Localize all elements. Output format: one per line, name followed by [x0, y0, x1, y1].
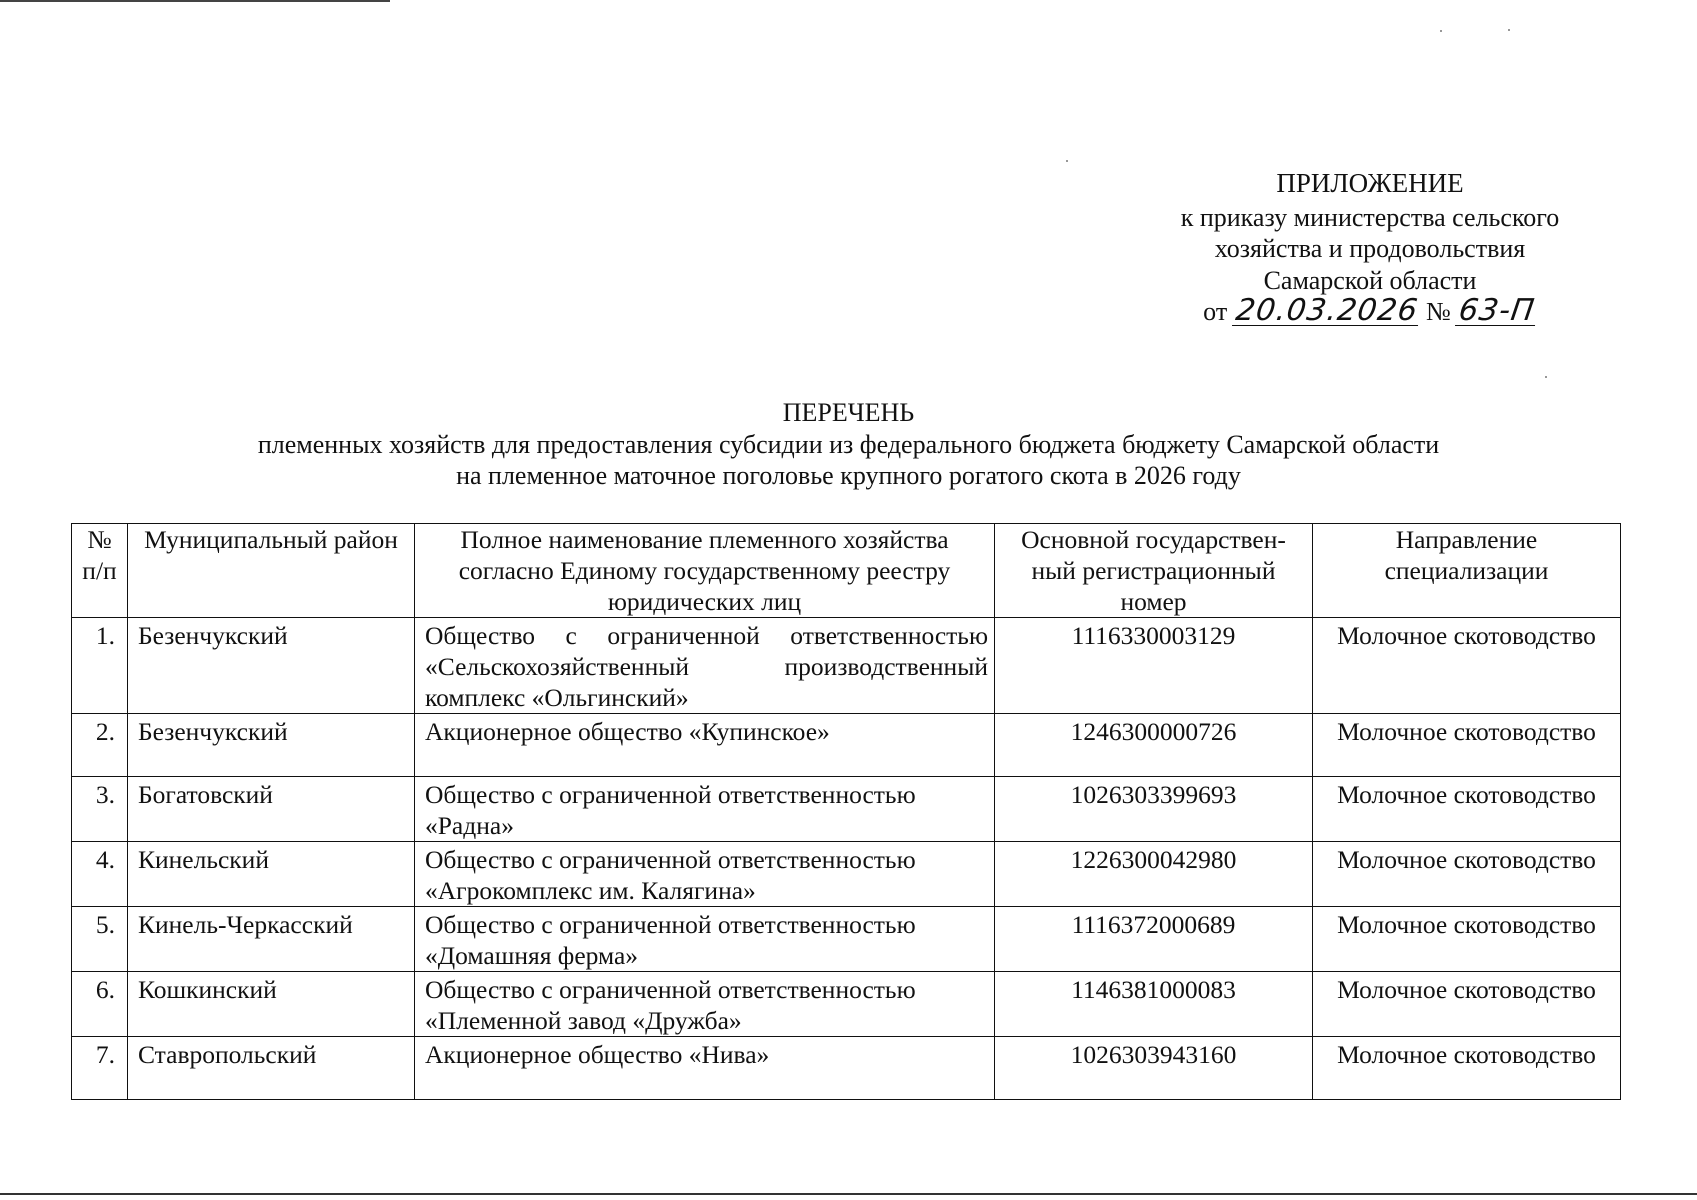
table-row	[72, 842, 1621, 907]
scan-edge-bottom	[0, 1193, 1697, 1195]
row-ogrn: 1116372000689	[995, 907, 1313, 972]
approval-line-2: хозяйства и продовольствия	[1214, 234, 1526, 263]
row-name: Общество с ограниченной ответственностью «Агрокомплекс им. Калягина»	[415, 842, 995, 907]
row-spec: Молочное скотоводство	[1313, 714, 1621, 777]
row-spec: Молочное скотоводство	[1313, 1037, 1621, 1100]
row-num: 6.	[72, 972, 128, 1037]
table-row	[72, 907, 1621, 972]
row-ogrn: 1026303943160	[995, 1037, 1313, 1100]
table-row	[72, 777, 1621, 842]
handwritten-date: 20.03.2026	[1233, 293, 1421, 328]
row-district: Кинельский	[128, 842, 415, 907]
row-ogrn: 1226300042980	[995, 842, 1313, 907]
approval-title: ПРИЛОЖЕНИЕ	[1276, 168, 1464, 198]
farms-table	[71, 523, 1621, 1100]
scan-edge-top	[0, 0, 390, 2]
from-label: от	[1203, 297, 1228, 326]
heading-line-1: племенных хозяйств для предоставления субсидии из федерального бюджета бюджету Самарской области	[257, 429, 1440, 459]
row-name: Общество с ограниченной ответственностью «Племенной завод «Дружба»	[415, 972, 995, 1037]
approval-line-1: к приказу министерства сельского	[1180, 202, 1560, 232]
scan-speck	[1508, 29, 1510, 31]
table-row	[72, 1037, 1621, 1100]
row-name: Акционерное общество «Нива»	[415, 1037, 995, 1100]
row-num: 1.	[72, 618, 128, 714]
scan-speck	[1545, 376, 1547, 378]
row-ogrn: 1026303399693	[995, 777, 1313, 842]
row-spec: Молочное скотоводство	[1313, 618, 1621, 714]
row-spec: Молочное скотоводство	[1313, 972, 1621, 1037]
document-heading	[100, 397, 1597, 492]
row-district: Безенчукский	[128, 714, 415, 777]
row-name: Акционерное общество «Купинское»	[415, 714, 995, 777]
row-num: 7.	[72, 1037, 128, 1100]
row-district: Безенчукский	[128, 618, 415, 714]
approval-line-3: Самарской области	[1263, 265, 1477, 295]
table-row	[72, 972, 1621, 1037]
row-num: 3.	[72, 777, 128, 842]
handwritten-number: 63-П	[1456, 293, 1538, 328]
row-name: Общество с ограниченной ответственностью «Радна»	[415, 777, 995, 842]
approval-date-row	[1150, 293, 1590, 328]
header-ogrn: Основной государствен-ный регистрационный номер	[995, 524, 1313, 618]
row-ogrn: 1146381000083	[995, 972, 1313, 1037]
header-name: Полное наименование племенного хозяйства согласно Единому государственному реестру юридических лиц	[415, 524, 995, 618]
table-header-row	[72, 524, 1621, 618]
row-spec: Молочное скотоводство	[1313, 777, 1621, 842]
heading-title: ПЕРЕЧЕНЬ	[782, 398, 915, 427]
header-district: Муниципальный район	[128, 524, 415, 618]
row-num: 5.	[72, 907, 128, 972]
table-row	[72, 714, 1621, 777]
approval-block	[1150, 168, 1590, 328]
heading-line-2: на племенное маточное поголовье крупного рогатого скота в 2026 году	[456, 461, 1241, 490]
row-name: Общество с ограниченной ответственностью «Сельскохозяйственный производственный комплекс «Ольгинский»	[415, 618, 995, 714]
row-district: Богатовский	[128, 777, 415, 842]
row-spec: Молочное скотоводство	[1313, 907, 1621, 972]
row-ogrn: 1246300000726	[995, 714, 1313, 777]
table-row	[72, 618, 1621, 714]
header-spec: Направление специализации	[1313, 524, 1621, 618]
header-num: № п/п	[72, 524, 128, 618]
row-district: Кинель-Черкасский	[128, 907, 415, 972]
row-num: 4.	[72, 842, 128, 907]
scan-speck	[1440, 30, 1442, 32]
row-district: Ставропольский	[128, 1037, 415, 1100]
scan-speck	[1066, 160, 1068, 162]
number-label: №	[1425, 297, 1451, 326]
row-ogrn: 1116330003129	[995, 618, 1313, 714]
row-spec: Молочное скотоводство	[1313, 842, 1621, 907]
row-name: Общество с ограниченной ответственностью «Домашняя ферма»	[415, 907, 995, 972]
row-district: Кошкинский	[128, 972, 415, 1037]
row-num: 2.	[72, 714, 128, 777]
